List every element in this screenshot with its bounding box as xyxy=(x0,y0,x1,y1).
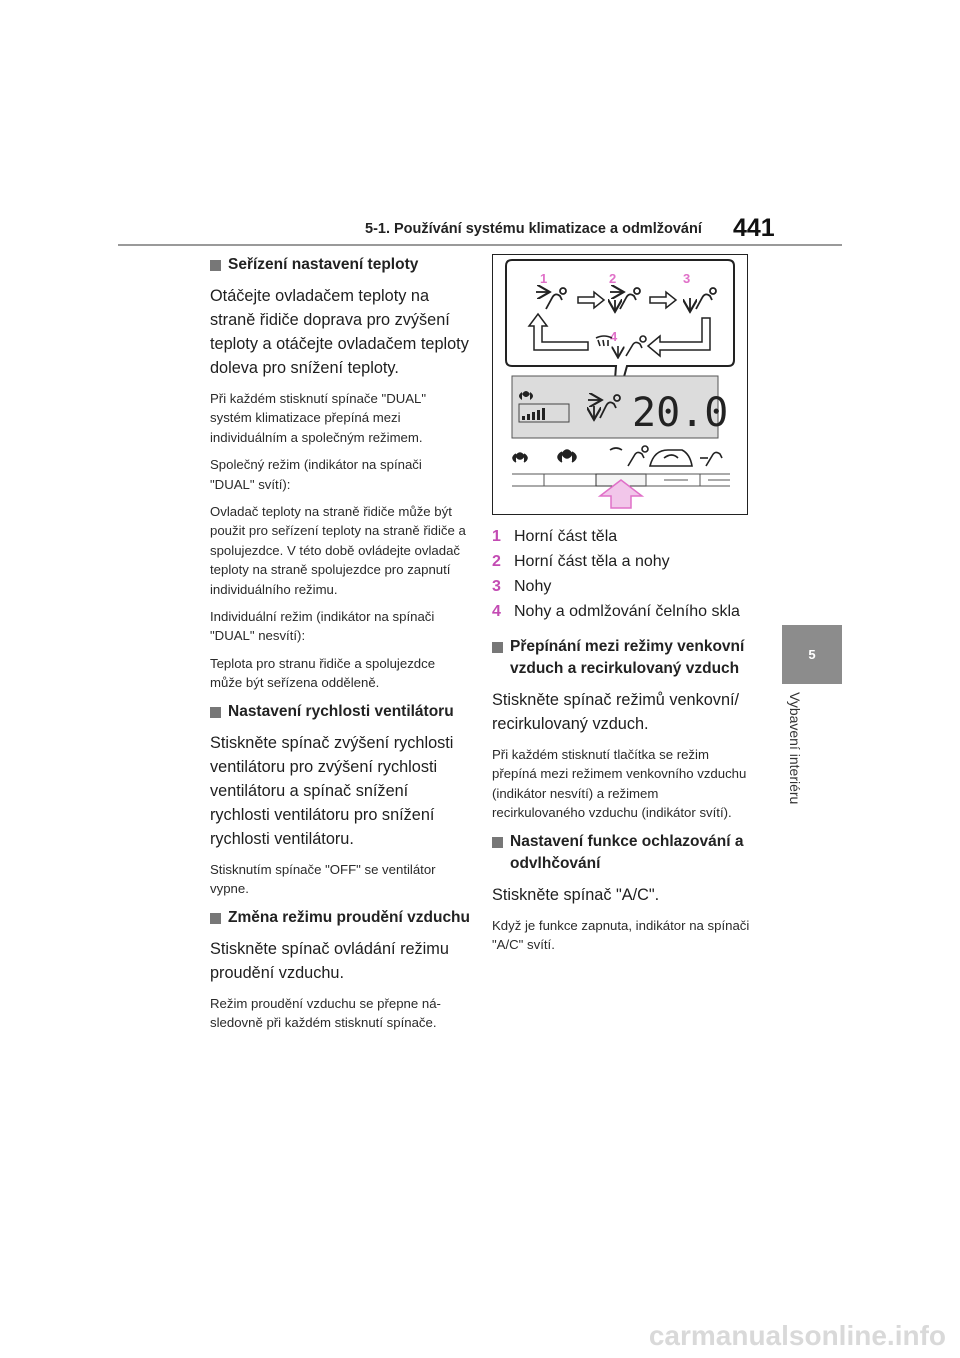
bullet-square-icon xyxy=(210,707,221,718)
chapter-label-wrap xyxy=(783,692,813,822)
fan-note: Stisknutím spínače "OFF" se ventilátor vypne. xyxy=(210,861,436,897)
chapter-tab xyxy=(782,625,842,684)
callout-4: 4 xyxy=(610,329,618,344)
list-item: 1 Horní část těla xyxy=(492,528,618,545)
watermark: carmanualsonline.info xyxy=(648,1320,946,1351)
airflow-note: Režim proudění vzduchu se přepne ná- sledovně při každém stisknutí spínače. xyxy=(210,995,441,1030)
dual-note: Při každém stisknutí spínače "DUAL" systém klimatizace přepíná mezi individuálním a společným režimem. xyxy=(210,391,427,445)
callout-1: 1 xyxy=(540,271,548,286)
airflow-mode-diagram xyxy=(492,254,748,515)
airflow-text: Stiskněte spínač ovládání režimu proudění vzduchu. xyxy=(210,939,449,982)
callout-2: 2 xyxy=(609,271,617,286)
lcd-temperature: 20.0 xyxy=(632,390,729,436)
list-item: 2 Horní část těla a nohy xyxy=(492,553,670,570)
page-number: 441 xyxy=(733,214,775,242)
right-column xyxy=(492,254,754,962)
left-column xyxy=(210,254,470,1040)
fan-heading: Nastavení rychlosti ventilátoru xyxy=(210,701,470,723)
bullet-square-icon xyxy=(210,913,221,924)
individual-mode-label: Individuální režim (indikátor na spínači "DUAL" nesvítí): xyxy=(210,609,435,644)
temp-heading: Seřízení nastavení teploty xyxy=(210,254,470,276)
bullet-square-icon xyxy=(492,837,503,848)
individual-mode-text: Teplota pro stranu řidiče a spolujezdce může být seřízena odděleně. xyxy=(210,655,436,691)
header-rule xyxy=(118,244,842,246)
callout-3: 3 xyxy=(683,271,691,286)
chapter-label: Vybavení interiéru xyxy=(787,692,803,805)
ac-note: Když je funkce zapnuta, indikátor na spínači "A/C" svítí. xyxy=(492,917,750,953)
bullet-square-icon xyxy=(210,260,221,271)
bullet-square-icon xyxy=(492,642,503,653)
list-item: 3 Nohy xyxy=(492,578,552,595)
section-title: 5-1. Používání systému klimatizace a odmlžování xyxy=(365,221,702,237)
chapter-number: 5 xyxy=(808,647,816,662)
temp-text: Otáčejte ovladačem teploty na straně řidiče doprava pro zvýšení teploty a otáčejte ovladačem teploty doleva pro snížení teploty. xyxy=(210,287,469,377)
recirc-note: Při každém stisknutí tlačítka se režim přepíná mezi režimem venkovního vzduchu (indikátor nesvítí) a režimem recirkulovaného vzduchu (indikátor svítí). xyxy=(492,747,747,821)
airflow-heading: Změna režimu proudění vzduchu xyxy=(210,907,470,929)
common-mode-label: Společný režim (indikátor na spínači "DUAL" svítí): xyxy=(210,457,422,492)
common-mode-text: Ovladač teploty na straně řidiče může být použit pro seřízení teploty na straně řidiče a spolujezdce. V této době ovládejte ovladač teploty na straně spolujezdce pro zapnutí individuálního režimu. xyxy=(210,504,466,597)
list-item: 4 Nohy a odmlžování čelního skla xyxy=(492,603,740,620)
recirc-text: Stiskněte spínač režimů venkovní/ recirkulovaný vzduch. xyxy=(492,691,740,733)
recirc-heading: Přepínání mezi režimy venkovní vzduch a recirkulovaný vzduch xyxy=(492,636,754,680)
ac-text: Stiskněte spínač "A/C". xyxy=(492,885,660,904)
ac-heading: Nastavení funkce ochlazování a odvlhčování xyxy=(492,831,754,875)
mode-list xyxy=(492,524,754,624)
fan-text: Stiskněte spínač zvýšení rychlosti ventilátoru pro zvýšení rychlosti ventilátoru a spínač snížení rychlosti ventilátoru pro snížení rychlosti ventilátoru. xyxy=(210,733,454,848)
airflow-mode-figure xyxy=(492,254,748,515)
